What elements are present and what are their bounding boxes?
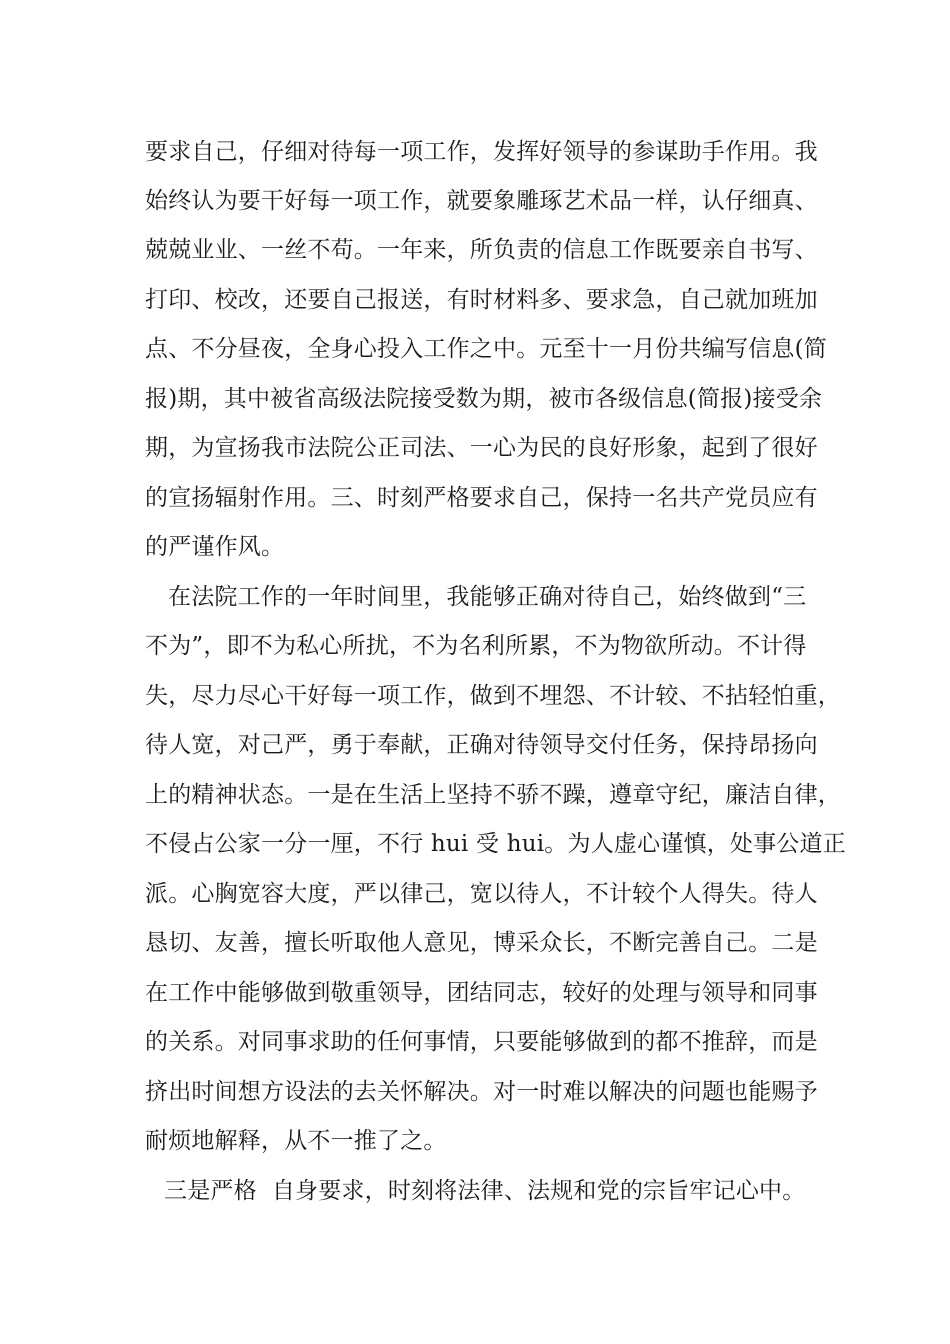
text-line: 在法院工作的一年时间里，我能够正确对待自己，始终做到“三 xyxy=(168,584,807,610)
text-line: 恳切、友善，擅长听取他人意见，博采众长，不断完善自己。二是 xyxy=(145,930,818,956)
text-line: 不侵占公家一分一厘，不行 hui 受 hui。为人虚心谨慎，处事公道正 xyxy=(145,831,846,857)
text-line: 在工作中能够做到敬重领导，团结同志，较好的处理与领导和同事 xyxy=(145,980,818,1006)
text-line: 待人宽，对己严，勇于奉献，正确对待领导交付任务，保持昂扬向 xyxy=(145,732,818,758)
text-line: 耐烦地解释，从不一推了之。 xyxy=(145,1128,447,1154)
text-line: 点、不分昼夜，全身心投入工作之中。元至十一月份共编写信息(简 xyxy=(145,336,827,362)
text-line: 要求自己，仔细对待每一项工作，发挥好领导的参谋助手作用。我 xyxy=(145,139,818,165)
text-line: 上的精神状态。一是在生活上坚持不骄不躁，遵章守纪，廉洁自律， xyxy=(145,782,841,808)
text-line: 的宣扬辐射作用。三、时刻严格要求自己，保持一名共产党员应有 xyxy=(145,485,818,511)
text-line: 期，为宣扬我市法院公正司法、一心为民的良好形象，起到了很好 xyxy=(145,435,818,461)
text-line: 的关系。对同事求助的任何事情，只要能够做到的都不推辞，而是 xyxy=(145,1029,818,1055)
text-line: 不为”，即不为私心所扰，不为名利所累，不为物欲所动。不计得 xyxy=(145,633,807,659)
text-line: 派。心胸宽容大度，严以律己，宽以待人，不计较个人得失。待人 xyxy=(145,881,818,907)
text-line: 挤出时间想方设法的去关怀解决。对一时难以解决的问题也能赐予 xyxy=(145,1079,818,1105)
text-line: 报)期，其中被省高级法院接受数为期，被市各级信息(简报)接受余 xyxy=(145,386,823,412)
text-line: 失，尽力尽心干好每一项工作，做到不埋怨、不计较、不拈轻怕重， xyxy=(145,683,841,709)
text-line: 兢兢业业、一丝不苟。一年来，所负责的信息工作既要亲自书写、 xyxy=(145,237,818,263)
text-line: 三是严格 自身要求，时刻将法律、法规和党的宗旨牢记心中。 xyxy=(164,1178,806,1204)
text-line: 打印、校改，还要自己报送，有时材料多、要求急，自己就加班加 xyxy=(145,287,818,313)
text-line: 的严谨作风。 xyxy=(145,534,285,560)
text-line: 始终认为要干好每一项工作，就要象雕琢艺术品一样，认仔细真、 xyxy=(145,188,818,214)
